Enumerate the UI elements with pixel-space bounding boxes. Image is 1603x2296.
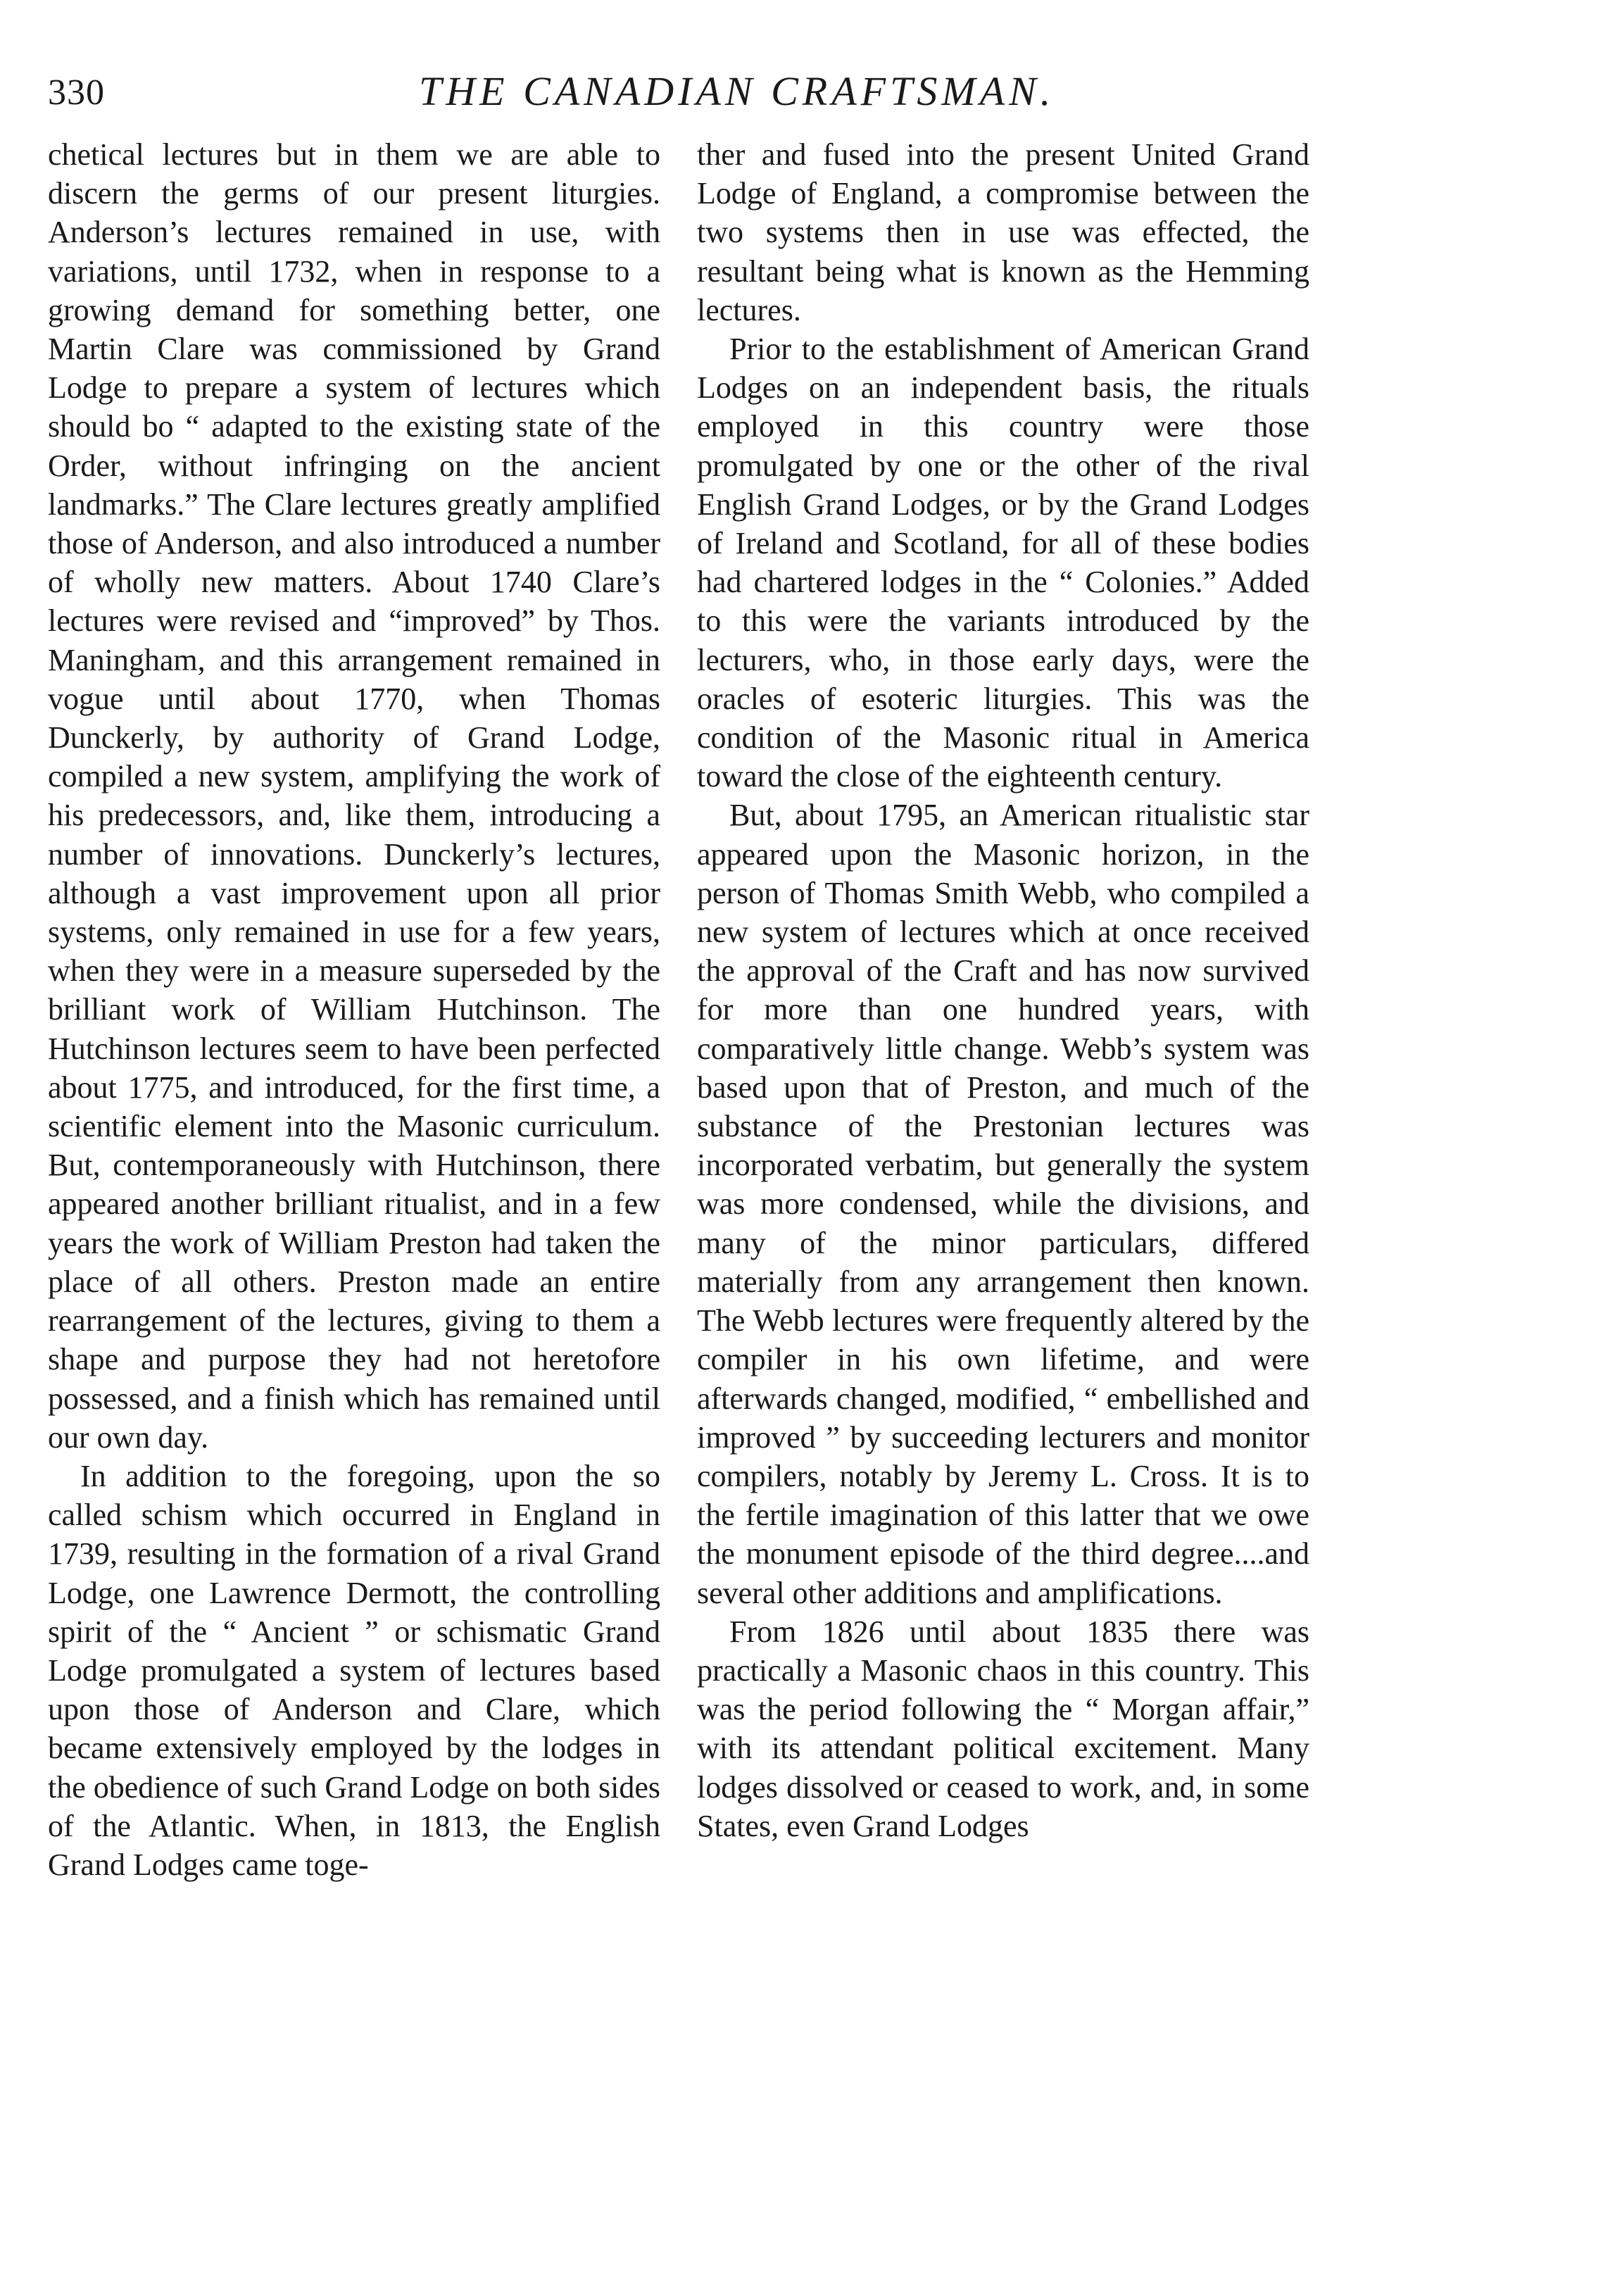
paragraph: But, about 1795, an American ritualistic star appeared upon the Masonic horizon, in the person of Thomas Smith Webb, who compiled a new system of lectures which at once received the approval of the Craft and has now survived for more than one hundred years, with comparatively little change. Webb’s system was based upon that of Preston, and much of the substance of the Prestonian lectures was incorporated verbatim, but generally the system was more condensed, while the divisions, and many of the minor particulars, differed materially from any arrangement then known. The Webb lectures were frequently altered by the compiler in his own lifetime, and were afterwards changed, modified, “ embellished and improved ” by succeeding lecturers and monitor compilers, notably by Jeremy L. Cross. It is to the fertile imagination of this latter that we owe the monument episode of the third degree....and several other additions and amplifications. <box>697 798 1309 1610</box>
page-number: 330 <box>48 73 105 113</box>
paragraph: In addition to the foregoing, upon the so called schism which occurred in England in 1739, resulting in the formation of a rival Grand Lodge, one Lawrence Dermott, the controlling spirit of the “ Ancient ” or schismatic Grand Lodge promulgated a system of lectures based upon those of Anderson and Clare, which became extensively employed by the lodges in the obedience of such Grand Lodge on both sides of the Atlantic. When, in 1813, the English Grand Lodges came toge- <box>48 1458 660 1882</box>
right-column <box>697 135 1309 1845</box>
left-column <box>48 135 660 1884</box>
paragraph: Prior to the establishment of American Grand Lodges on an independent basis, the rituals employed in this country were those promulgated by one or the other of the rival English Grand Lodges, or by the Grand Lodges of Ireland and Scotland, for all of these bodies had chartered lodges in the “ Colonies.” Added to this were the variants introduced by the lecturers, who, in those early days, were the oracles of esoteric liturgies. This was the condition of the Masonic ritual in America toward the close of the eighteenth century. <box>697 332 1309 794</box>
paragraph: chetical lectures but in them we are able to discern the germs of our present liturgies. Anderson’s lectures remained in use, with variations, until 1732, when in response to a growing demand for something better, one Martin Clare was commissioned by Grand Lodge to prepare a system of lectures which should bo “ adapted to the existing state of the Order, without infringing on the ancient landmarks.” The Clare lectures greatly amplified those of Anderson, and also introduced a number of wholly new matters. About 1740 Clare’s lectures were revised and “improved” by Thos. Maningham, and this arrangement remained in vogue until about 1770, when Thomas Dunckerly, by authority of Grand Lodge, compiled a new system, amplifying the work of his predecessors, and, like them, introducing a number of innovations. Dunckerly’s lectures, although a vast improvement upon all prior systems, only remained in use for a few years, when they were in a measure superseded by the brilliant work of William Hutchinson. The Hutchinson lectures seem to have been perfected about 1775, and introduced, for the first time, a scientific element into the Masonic curriculum. But, contemporaneously with Hutchinson, there appeared another brilliant ritualist, and in a few years the work of William Preston had taken the place of all others. Preston made an entire rearrangement of the lectures, giving to them a shape and purpose they had not heretofore possessed, and a finish which has remained until our own day. <box>48 137 660 1455</box>
paragraph: From 1826 until about 1835 there was practically a Masonic chaos in this country. This was the period following the “ Morgan affair,” with its attendant political excitement. Many lodges dissolved or ceased to work, and, in some States, even Grand Lodges <box>697 1614 1309 1843</box>
paragraph: ther and fused into the present United Grand Lodge of England, a compromise between the two systems then in use was effected, the resultant being what is known as the Hemming lectures. <box>697 137 1309 327</box>
running-title: THE CANADIAN CRAFTSMAN. <box>419 68 1055 114</box>
page-header <box>42 68 1556 124</box>
